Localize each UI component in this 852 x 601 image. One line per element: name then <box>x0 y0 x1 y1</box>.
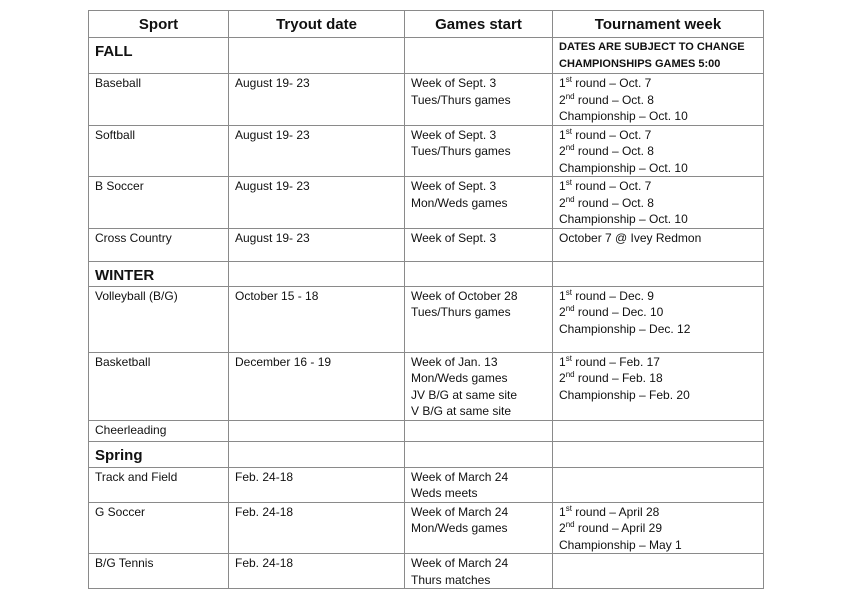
schedule-note <box>559 39 757 56</box>
tournament-text: Championship – Feb. 20 <box>559 387 690 402</box>
header-row <box>89 11 764 38</box>
games-start-cell <box>405 38 553 74</box>
tryout-date-cell <box>229 467 405 502</box>
tournament-line <box>559 537 757 554</box>
tournament-line <box>559 387 757 404</box>
games-start-line: Week of March 24 <box>411 469 509 484</box>
tournament-line <box>559 354 757 371</box>
season-heading: FALL <box>95 43 133 60</box>
table-row <box>89 74 764 126</box>
tournament-line <box>559 520 757 537</box>
sport-cell <box>89 261 229 286</box>
tournament-line <box>559 108 757 125</box>
tournament-week-cell <box>553 74 764 126</box>
games-start-line: Weds meets <box>411 486 478 500</box>
tournament-text: Championship – May 1 <box>559 537 682 552</box>
round-number: 1 <box>559 288 566 303</box>
tournament-line <box>559 127 757 144</box>
games-start-line: Week of Jan. 13 <box>411 354 498 369</box>
sport-cell <box>89 125 229 177</box>
sport-cell <box>89 502 229 554</box>
sport-name: Baseball <box>95 76 142 90</box>
tournament-text: round – Oct. 8 <box>574 144 654 158</box>
sport-cell <box>89 352 229 420</box>
tryout-date-cell <box>229 38 405 74</box>
games-start-line: Mon/Weds games <box>411 521 508 535</box>
games-start-line: Thurs matches <box>411 572 491 587</box>
table-row <box>89 352 764 420</box>
tryout-date-cell <box>229 261 405 286</box>
ordinal-suffix: nd <box>565 370 575 379</box>
season-row <box>89 441 764 467</box>
tournament-text: round – Oct. 7 <box>571 179 652 193</box>
ordinal-suffix: st <box>565 287 572 297</box>
sport-name: Volleyball (B/G) <box>95 288 178 303</box>
tournament-line <box>559 143 757 160</box>
tryout-date-cell <box>229 228 405 261</box>
games-start-line: Mon/Weds games <box>411 371 508 385</box>
tournament-text: round – Feb. 18 <box>574 371 663 385</box>
tryout-date-cell <box>229 420 405 441</box>
games-start-cell <box>405 74 553 126</box>
header-sport: Sport <box>89 11 229 38</box>
tournament-week-cell <box>553 502 764 554</box>
games-start-cell <box>405 352 553 420</box>
tournament-line <box>559 288 757 305</box>
tournament-line <box>559 160 757 177</box>
round-number: 2 <box>559 195 566 210</box>
tryout-date: Feb. 24-18 <box>235 504 294 519</box>
ordinal-suffix: nd <box>565 91 575 101</box>
games-start-cell <box>405 554 553 589</box>
header-tournament-week: Tournament week <box>553 11 764 38</box>
tournament-text: round – Oct. 7 <box>571 76 652 90</box>
tournament-text: round – Oct. 7 <box>571 127 652 142</box>
sport-name: B Soccer <box>95 179 144 193</box>
season-heading: WINTER <box>95 266 155 284</box>
tournament-week-cell <box>553 286 764 352</box>
games-start-cell <box>405 502 553 554</box>
tryout-date-cell <box>229 74 405 126</box>
games-start-line: Mon/Weds games <box>411 195 508 210</box>
sport-cell <box>89 228 229 261</box>
games-start-line: Tues/Thurs games <box>411 305 511 319</box>
table-row <box>89 554 764 589</box>
table-row <box>89 228 764 261</box>
ordinal-suffix: st <box>565 503 572 513</box>
games-start-cell <box>405 177 553 229</box>
games-start-line: Week of Sept. 3 <box>411 127 497 142</box>
tournament-text: CHAMPIONSHIPS GAMES 5:00 <box>559 58 721 70</box>
games-start-line: V B/G at same site <box>411 404 512 418</box>
games-start-line: Week of Sept. 3 <box>411 179 497 193</box>
games-start-cell <box>405 261 553 286</box>
games-start-line: Week of March 24 <box>411 504 509 519</box>
tournament-text: Championship – Oct. 10 <box>559 109 688 123</box>
tournament-line <box>559 195 757 212</box>
table-row <box>89 502 764 554</box>
games-start-cell <box>405 420 553 441</box>
tournament-text: round – Dec. 9 <box>571 288 654 303</box>
tournament-text: Championship – Dec. 12 <box>559 321 691 336</box>
table-row <box>89 420 764 441</box>
tournament-line <box>559 230 757 247</box>
games-start-line: Tues/Thurs games <box>411 144 511 158</box>
round-number: 2 <box>559 144 566 158</box>
tournament-week-cell <box>553 352 764 420</box>
tournament-line <box>559 370 757 387</box>
ordinal-suffix: nd <box>565 520 575 529</box>
tournament-week-cell <box>553 261 764 286</box>
tournament-week-cell <box>553 554 764 589</box>
round-number: 2 <box>559 521 566 535</box>
tryout-date-cell <box>229 554 405 589</box>
sport-name: Basketball <box>95 354 151 369</box>
tryout-date: August 19- 23 <box>235 76 310 90</box>
schedule-note <box>559 56 757 73</box>
tryout-date: August 19- 23 <box>235 179 310 193</box>
sport-name: Cross Country <box>95 230 172 245</box>
tournament-text: round – April 28 <box>571 504 660 519</box>
tournament-text: Championship – Oct. 10 <box>559 160 688 175</box>
sport-cell <box>89 286 229 352</box>
ordinal-suffix: nd <box>565 143 575 152</box>
tournament-text: round – April 29 <box>574 521 662 535</box>
tryout-date: December 16 - 19 <box>235 354 332 369</box>
round-number: 2 <box>559 305 566 319</box>
tournament-week-cell <box>553 228 764 261</box>
sport-cell <box>89 177 229 229</box>
sport-cell <box>89 467 229 502</box>
games-start-line: Week of March 24 <box>411 556 509 570</box>
tournament-text: round – Oct. 8 <box>574 92 654 107</box>
ordinal-suffix: st <box>565 178 572 187</box>
sport-name: Softball <box>95 127 136 142</box>
tournament-line <box>559 504 757 521</box>
games-start-cell <box>405 286 553 352</box>
round-number: 1 <box>559 504 566 519</box>
tournament-text: round – Oct. 8 <box>574 195 654 210</box>
tournament-text: round – Dec. 10 <box>574 305 664 319</box>
ordinal-suffix: nd <box>565 194 575 204</box>
tournament-text: Championship – Oct. 10 <box>559 212 688 226</box>
tournament-week-cell <box>553 125 764 177</box>
tryout-date-cell <box>229 286 405 352</box>
sport-cell <box>89 74 229 126</box>
tryout-date: August 19- 23 <box>235 230 310 245</box>
games-start-line: Week of Sept. 3 <box>411 230 497 245</box>
ordinal-suffix: nd <box>565 304 575 313</box>
sport-cell <box>89 38 229 74</box>
tournament-text: October 7 @ Ivey Redmon <box>559 230 702 245</box>
table-row <box>89 467 764 502</box>
tournament-line <box>559 304 757 321</box>
sport-cell <box>89 554 229 589</box>
games-start-cell <box>405 228 553 261</box>
tournament-week-cell <box>553 467 764 502</box>
games-start-line: Tues/Thurs games <box>411 92 511 107</box>
sport-name: Track and Field <box>95 469 178 484</box>
ordinal-suffix: st <box>565 75 572 84</box>
games-start-cell <box>405 125 553 177</box>
table-row <box>89 286 764 352</box>
tournament-week-cell <box>553 177 764 229</box>
sport-name: G Soccer <box>95 504 146 519</box>
tournament-line <box>559 178 757 195</box>
season-row <box>89 38 764 74</box>
tournament-line <box>559 75 757 92</box>
sport-cell <box>89 441 229 467</box>
tryout-date: Feb. 24-18 <box>235 556 294 570</box>
games-start-cell <box>405 441 553 467</box>
games-start-cell <box>405 467 553 502</box>
season-row <box>89 261 764 286</box>
tournament-line <box>559 321 757 338</box>
tryout-date-cell <box>229 502 405 554</box>
round-number: 1 <box>559 76 566 90</box>
tryout-date: October 15 - 18 <box>235 288 319 303</box>
sport-name: Cheerleading <box>95 422 167 437</box>
games-start-line: Week of Sept. 3 <box>411 76 497 90</box>
sports-schedule-table <box>88 10 764 589</box>
tryout-date: Feb. 24-18 <box>235 469 294 484</box>
tournament-week-cell <box>553 38 764 74</box>
games-start-line: Week of October 28 <box>411 288 518 303</box>
round-number: 2 <box>559 371 566 385</box>
season-heading: Spring <box>95 446 143 464</box>
round-number: 1 <box>559 179 566 193</box>
tournament-line <box>559 211 757 228</box>
tryout-date: August 19- 23 <box>235 127 310 142</box>
ordinal-suffix: st <box>565 353 572 363</box>
tournament-week-cell <box>553 420 764 441</box>
tryout-date-cell <box>229 125 405 177</box>
round-number: 2 <box>559 92 566 107</box>
round-number: 1 <box>559 354 566 369</box>
table-row <box>89 125 764 177</box>
ordinal-suffix: st <box>565 126 572 136</box>
tournament-text: round – Feb. 17 <box>571 354 660 369</box>
tryout-date-cell <box>229 177 405 229</box>
tournament-week-cell <box>553 441 764 467</box>
header-games-start: Games start <box>405 11 553 38</box>
sport-cell <box>89 420 229 441</box>
table-row <box>89 177 764 229</box>
sport-name: B/G Tennis <box>95 556 154 570</box>
round-number: 1 <box>559 127 566 142</box>
tryout-date-cell <box>229 441 405 467</box>
tournament-line <box>559 92 757 109</box>
games-start-line: JV B/G at same site <box>411 387 518 402</box>
header-tryout-date: Tryout date <box>229 11 405 38</box>
tryout-date-cell <box>229 352 405 420</box>
tournament-text: DATES ARE SUBJECT TO CHANGE <box>559 41 745 53</box>
